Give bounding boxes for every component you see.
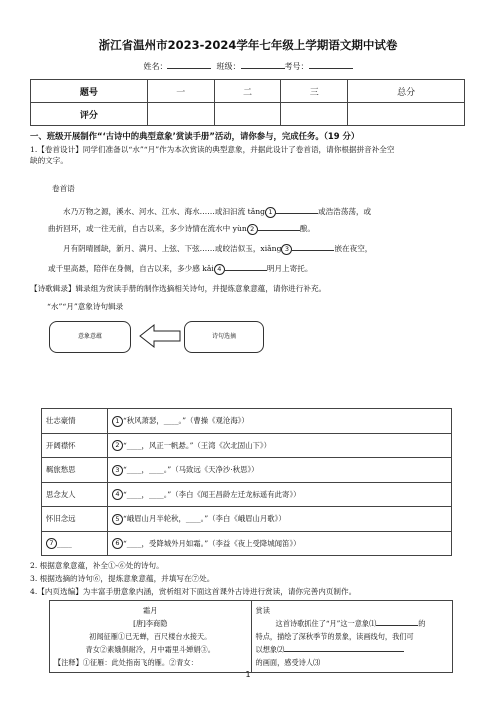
answer-blank[interactable] xyxy=(258,222,300,231)
poem-line: 初闻征雁①已无蝉，百尺楼台水接天。 xyxy=(89,632,212,641)
poem-row xyxy=(42,507,452,532)
imagery-meaning-cell xyxy=(42,507,108,532)
answer-blank[interactable] xyxy=(284,643,404,652)
blank-number: 2 xyxy=(112,440,123,451)
p1-text: 酿。 xyxy=(299,224,315,233)
page-number: 1 xyxy=(245,670,251,679)
imagery-meaning-cell xyxy=(42,458,108,483)
blank-number: 7 xyxy=(46,538,57,549)
cell-text: “____，____。”（李白《闻王昌龄左迁龙标遥有此寄》） xyxy=(123,489,301,499)
p1-text: 水乃万物之源，溪水、河水、江水、海水……或汩汩流 tǎng xyxy=(63,207,265,216)
box-verse-selection: 诗句选摘 xyxy=(184,321,264,353)
score-table xyxy=(30,79,465,126)
appreciation-cell[interactable] xyxy=(251,601,453,673)
poem-row xyxy=(42,409,452,434)
exam-number-label: 考号： xyxy=(284,62,309,71)
p2-text: 月有阴晴圆缺，新月、满月、上弦、下弦……或皎洁似玉，xiǎng xyxy=(63,244,282,253)
imagery-meaning-cell[interactable] xyxy=(42,531,108,556)
question-4: 4.【内页选编】为丰富手册意象内涵，赏析组对下面这首课外古诗进行赏读，请你完善内页制作。 xyxy=(30,587,357,596)
poem-text-cell xyxy=(50,601,252,673)
verse-cell[interactable] xyxy=(108,482,452,507)
collection-subtitle: “水”“月”意象诗句辑录 xyxy=(47,302,124,311)
blank-number: 3 xyxy=(281,244,292,255)
cell-text: 思念友人 xyxy=(46,489,76,499)
cell-text: “____，____。”（马致远《天净沙·秋思》） xyxy=(123,465,259,474)
score-header-cell: 总分 xyxy=(348,80,465,103)
student-info-line xyxy=(0,60,496,72)
verse-cell[interactable] xyxy=(108,507,452,532)
poem-title: 霜月 xyxy=(143,606,158,615)
question-2: 2. 根据意象意蕴，补全①-⑥处的诗句。 xyxy=(30,561,164,570)
cell-text: “秋风萧瑟，____。”（曹操《观沧海》） xyxy=(123,416,249,425)
section-one-heading: 一、班级开展制作“‘古诗中的典型意象’赏读手册”活动，请你参与，完成任务。（19 分） xyxy=(30,131,360,141)
score-cell[interactable] xyxy=(348,103,465,126)
p1-text: 或浩浩荡荡，或 xyxy=(318,207,372,216)
poem-row xyxy=(42,433,452,458)
preface-paragraph-2 xyxy=(63,242,473,255)
preface-paragraph-1-cont xyxy=(48,222,468,235)
blank-number: 1 xyxy=(265,207,276,218)
verse-cell[interactable] xyxy=(108,531,452,556)
poem-note: 【注释】①征雁：此处指南飞的雁。②青女： xyxy=(54,658,198,667)
appreciation-text: 以想象⑵ xyxy=(255,645,285,654)
appreciation-title: 赏读 xyxy=(255,606,270,615)
cell-text: 开阔襟怀 xyxy=(46,440,76,450)
class-label: 班级： xyxy=(216,62,241,71)
exam-number-blank[interactable] xyxy=(309,60,353,69)
p2-text: 嵌在夜空， xyxy=(334,244,373,253)
appreciation-line xyxy=(256,617,449,630)
verse-cell[interactable] xyxy=(108,409,452,434)
question-1-text xyxy=(30,144,470,166)
poem-row xyxy=(42,531,452,556)
q1-line1: 1.【卷首设计】同学们准备以“水”“月”作为本次赏读的典型意象，并据此设计了卷首语，请你根据拼音补全空 xyxy=(30,145,395,154)
preface-heading: 卷首语 xyxy=(52,184,75,193)
question-3: 3. 根据选摘的诗句⑥，提炼意象意蕴，并填写在⑦处。 xyxy=(30,574,215,583)
box-imagery-meaning: 意象意蕴 xyxy=(49,321,131,353)
blank-number: 6 xyxy=(112,538,123,549)
imagery-meaning-cell xyxy=(42,433,108,458)
blank-number: 3 xyxy=(112,465,123,476)
poem-author: [唐]李商隐 xyxy=(133,619,168,628)
blank-number: 5 xyxy=(112,514,123,525)
p2-text: 明月上寄托。 xyxy=(266,264,313,273)
verse-cell[interactable] xyxy=(108,458,452,483)
score-header-cell: 二 xyxy=(214,80,281,103)
p1-text: 曲折回环，或一往无前，自古以来，多少诗情在流水中 yùn xyxy=(48,224,247,233)
cell-text: 怀旧念远 xyxy=(46,514,76,524)
poem-table xyxy=(41,408,452,556)
score-cell[interactable] xyxy=(147,103,214,126)
q1-line2: 缺的文字。 xyxy=(30,156,68,165)
verse-cell[interactable] xyxy=(108,433,452,458)
preface-paragraph-1 xyxy=(63,205,473,218)
score-cell[interactable] xyxy=(281,103,348,126)
score-cell[interactable] xyxy=(214,103,281,126)
imagery-meaning-cell xyxy=(42,409,108,434)
cell-text: “____，受降城外月如霜。”（李益《夜上受降城闻笛》） xyxy=(123,538,301,548)
score-header-cell: 三 xyxy=(281,80,348,103)
p2-text: 或千里高悬，陪伴在身侧，自古以来，多少感 kǎi xyxy=(48,264,214,273)
left-arrow-icon xyxy=(138,323,182,349)
cell-text: “____，风正一帆悬。”（王湾《次北固山下》） xyxy=(123,440,271,450)
answer-blank[interactable] xyxy=(276,205,318,214)
score-header-cell: 题号 xyxy=(31,80,148,103)
poem-row xyxy=(42,482,452,507)
poem-line: 青女②素娥俱耐冷，月中霜里斗婵娟③。 xyxy=(85,645,215,654)
appreciation-text: 的 xyxy=(418,619,426,628)
cell-text: 羁旅愁思 xyxy=(46,465,76,475)
answer-blank[interactable] xyxy=(376,617,418,626)
exam-title: 浙江省温州市2023-2024学年七年级上学期语文期中试卷 xyxy=(98,38,398,52)
name-blank[interactable] xyxy=(167,60,211,69)
blank-number: 1 xyxy=(112,416,123,427)
poem-row xyxy=(42,458,452,483)
class-blank[interactable] xyxy=(241,60,285,69)
cell-text: 壮志豪情 xyxy=(46,416,76,426)
cell-text: “峨眉山月半轮秋，____。”（李白《峨眉山月歌》） xyxy=(123,514,286,523)
appreciation-line: 的画面，感受诗人⑶ xyxy=(255,658,321,667)
imagery-meaning-cell xyxy=(42,482,108,507)
answer-blank[interactable] xyxy=(292,242,334,251)
cell-text: ____ xyxy=(57,538,72,548)
appreciation-line: 特点，描绘了深秋季节的景象，读画线句，我们可 xyxy=(255,632,414,641)
score-row-label: 评分 xyxy=(31,103,148,126)
appreciation-line xyxy=(256,643,449,656)
question-2-intro: 【诗歌辑录】辑录组为赏读手册的制作选摘相关诗句，并提炼意象意蕴，请你进行补充。 xyxy=(30,284,327,293)
name-label: 姓名： xyxy=(143,62,168,71)
score-header-cell: 一 xyxy=(147,80,214,103)
blank-number: 4 xyxy=(214,264,225,275)
blank-number: 4 xyxy=(112,489,123,500)
answer-blank[interactable] xyxy=(225,262,267,271)
poem-appreciation-table xyxy=(49,600,453,673)
blank-number: 2 xyxy=(247,224,258,235)
preface-paragraph-2-cont xyxy=(48,262,468,275)
appreciation-text: 这首诗歌抓住了“月”这一意象⑴ xyxy=(275,619,377,628)
